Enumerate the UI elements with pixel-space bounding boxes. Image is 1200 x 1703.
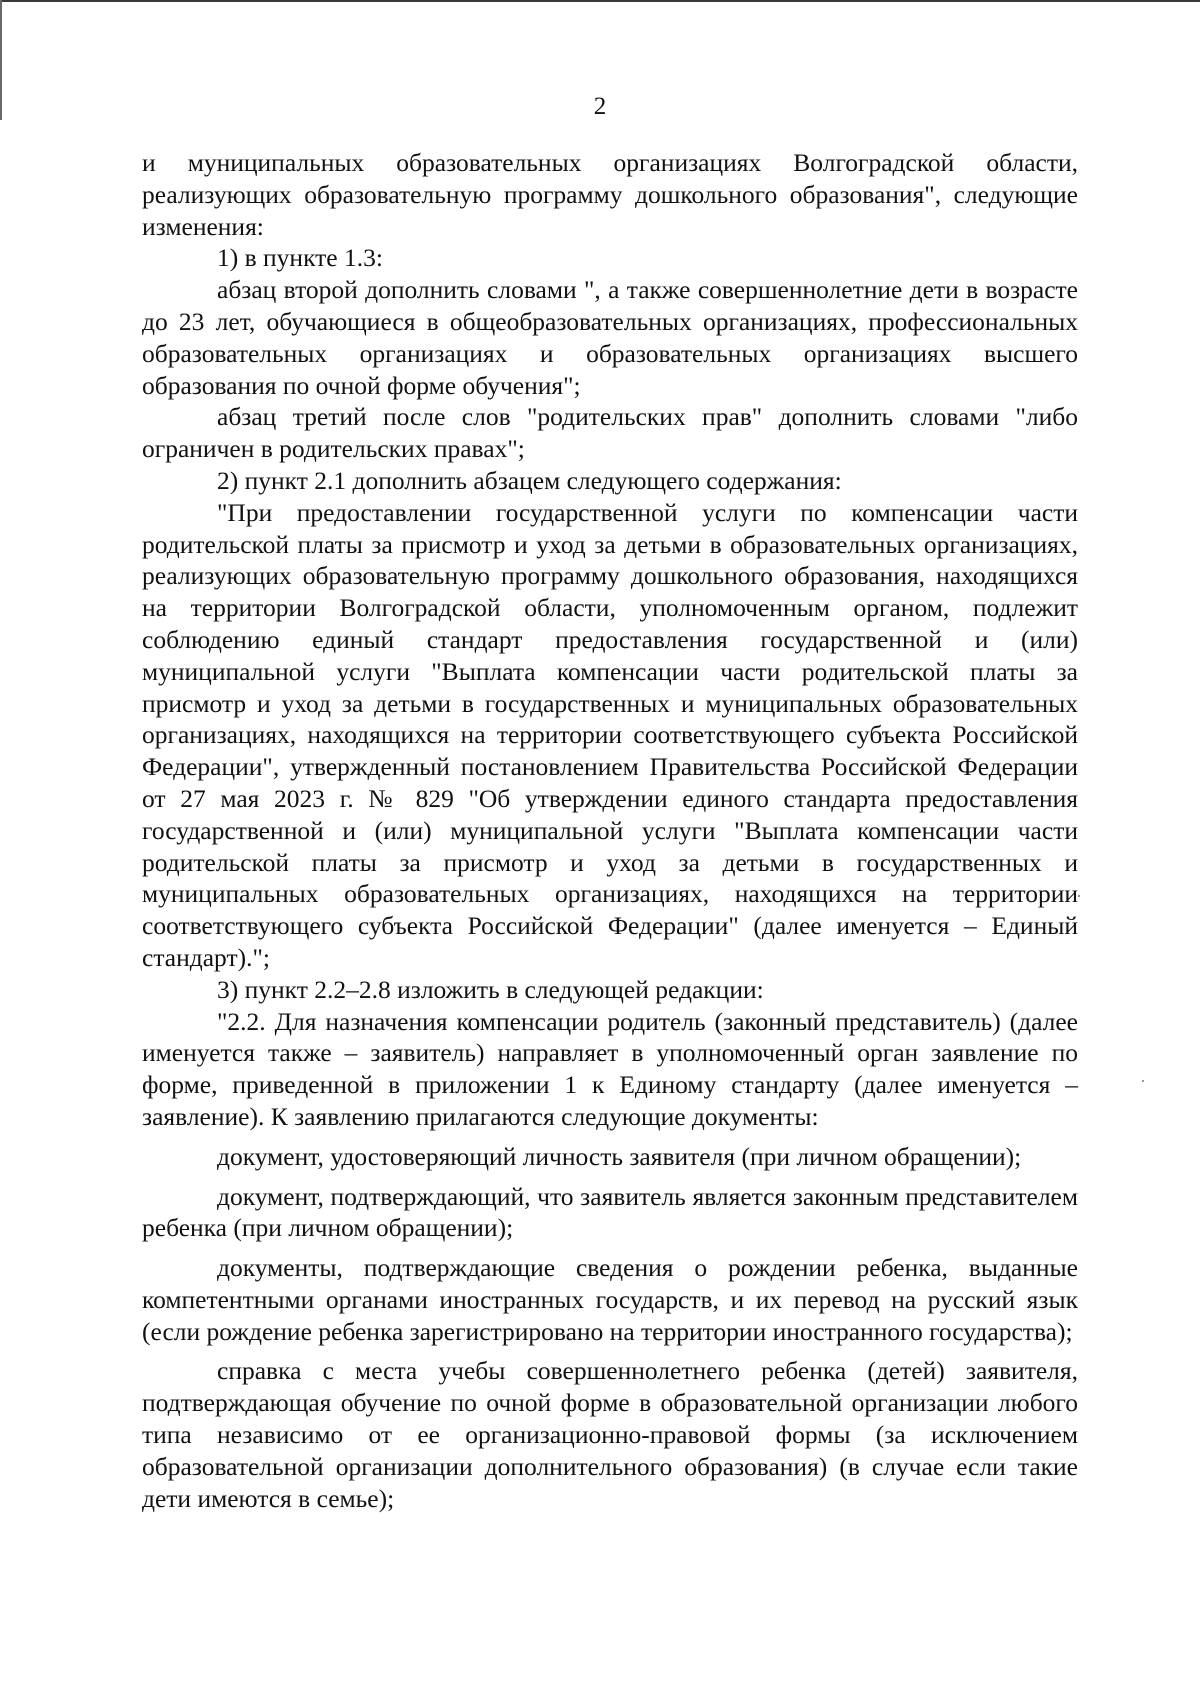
paragraph-abzac-second: абзац второй дополнить словами ", а также совершеннолетние дети в возрасте до 23 лет, обучающиеся в общеобразовательных организациях, профессиональных образовательных организациях и образовательных организациях высшего образования по очной форме обучения";: [142, 275, 1078, 400]
list-item-identity-document: документ, удостоверяющий личность заявителя (при личном обращении);: [217, 1141, 1022, 1171]
document-body: [142, 147, 1078, 1514]
paragraph-clause-2-2: "2.2. Для назначения компенсации родитель (законный представитель) (далее именуется также – заявитель) направляет в уполномоченный орган заявление по форме, приведенной в приложении 1 к Единому стандарту (далее именуется – заявление). К заявлению прилагаются следующие документы:: [142, 1006, 1078, 1131]
scan-speck: [1078, 895, 1080, 897]
paragraph-abzac-third: абзац третий после слов "родительских прав" дополнить словами "либо ограничен в родительских правах";: [142, 402, 1078, 464]
paragraph-item-2: 2) пункт 2.1 дополнить абзацем следующего содержания:: [217, 465, 842, 495]
list-item-study-certificate: справка с места учебы совершеннолетнего ребенка (детей) заявителя, подтверждающая обучение по очной форме в образовательной организации любого типа независимо от ее организационно-правовой формы (за исключением образовательной организации дополнительного образования) (в случае если такие дети имеются в семье);: [142, 1356, 1078, 1513]
list-item-representative-document: документ, подтверждающий, что заявитель является законным представителем ребенка (при личном обращении);: [142, 1181, 1078, 1243]
scan-speck: [1142, 1080, 1144, 1082]
page-number: 2: [593, 93, 607, 120]
list-item-foreign-birth-documents: документы, подтверждающие сведения о рождении ребенка, выданные компетентными органами иностранных государств, и их перевод на русский язык (если рождение ребенка зарегистрировано на территории иностранного государства);: [142, 1253, 1078, 1346]
paragraph-intro-continuation: и муниципальных образовательных организациях Волгоградской области, реализующих образовательную программу дошкольного образования", следующие изменения:: [142, 148, 1078, 241]
paragraph-item-3: 3) пункт 2.2–2.8 изложить в следующей редакции:: [217, 974, 764, 1004]
paragraph-item-1: 1) в пункте 1.3:: [217, 243, 383, 273]
paragraph-quoted-insert: "При предоставлении государственной услуги по компенсации части родительской платы за присмотр и уход за детьми в образовательных организациях, реализующих образовательную программу дошкольного образования, находящихся на территории Волгоградской области, уполномоченным органом, подлежит соблюдению единый стандарт предоставления государственной и (или) муниципальной услуги "Выплата компенсации части родительской платы за присмотр и уход за детьми в государственных и муниципальных образовательных организациях, находящихся на территории соответствующего субъекта Российской Федерации", утвержденный постановлением Правительства Российской Федерации от 27 мая 2023 г. № 829 "Об утверждении единого стандарта предоставления государственной и (или) муниципальной услуги "Выплата компенсации части родительской платы за присмотр и уход за детьми в государственных и муниципальных образовательных организациях, находящихся на территории соответствующего субъекта Российской Федерации" (далее именуется – Единый стандарт).";: [142, 497, 1078, 972]
scan-border-top: [0, 0, 1200, 2]
